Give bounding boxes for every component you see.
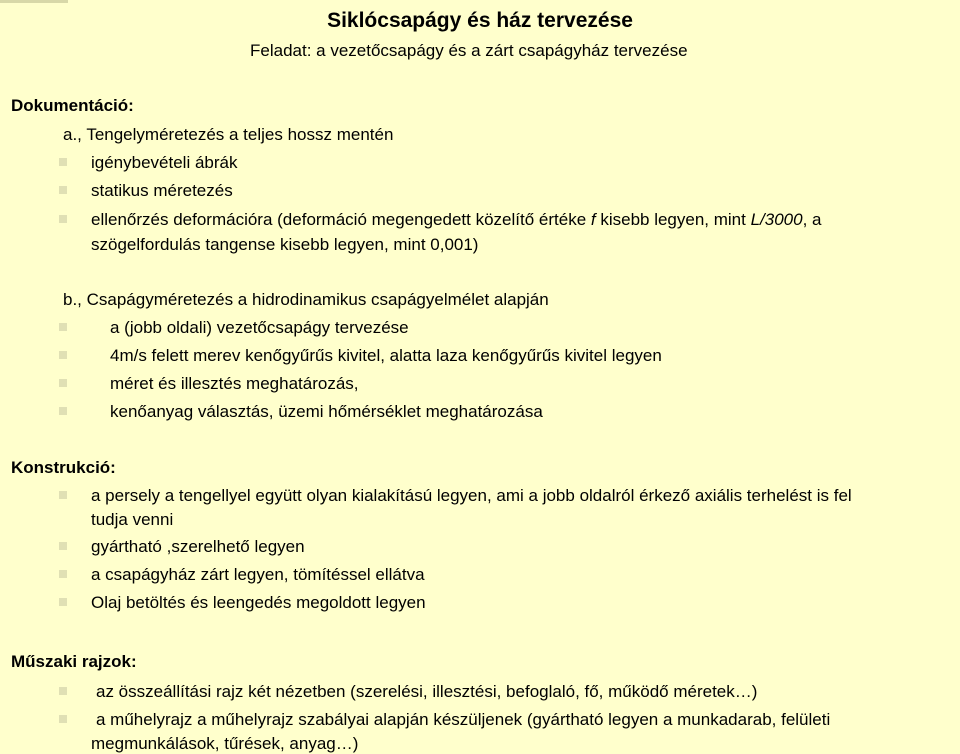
documentation-heading: Dokumentáció: [11,96,134,115]
part-b-item: kenőanyag választás, üzemi hőmérséklet meghatározása [110,402,543,421]
bullet-icon [59,715,67,723]
deformation-item-line2: szögelfordulás tangense kisebb legyen, mint 0,001) [91,235,479,254]
part-b-item: 4m/s felett merev kenőgyűrűs kivitel, alatta laza kenőgyűrűs kivitel legyen [110,346,662,365]
part-a-label: a., Tengelyméretezés a teljes hossz mentén [63,125,394,144]
deformation-item [91,210,821,230]
drawings-item-line2: megmunkálások, tűrések, anyag…) [91,734,359,753]
part-b-label: b., Csapágyméretezés a hidrodinamikus csapágyelmélet alapján [63,290,549,309]
bullet-icon [59,215,67,223]
construction-item-line2: tudja venni [91,510,174,529]
deformation-f: f [590,210,596,229]
part-a-item: statikus méretezés [91,181,233,200]
drawings-item: a műhelyrajz a műhelyrajz szabályai alapján készüljenek (gyártható legyen a munkadarab, felületi [96,710,831,729]
drawings-heading: Műszaki rajzok: [11,652,137,671]
bullet-icon [59,158,67,166]
construction-item: a persely a tengellyel együtt olyan kialakítású legyen, ami a jobb oldalról érkező axiális terhelést is fel [91,486,852,505]
part-b-item: a (jobb oldali) vezetőcsapágy tervezése [110,318,409,337]
deformation-text-3: , a [802,210,822,229]
deformation-limit: L/3000 [750,210,803,229]
bullet-icon [59,570,67,578]
page-title: Siklócsapágy és ház tervezése [327,9,633,32]
construction-heading: Konstrukció: [11,458,116,477]
bullet-icon [59,687,67,695]
bullet-icon [59,491,67,499]
deformation-text-2: kisebb legyen, mint [595,210,751,229]
construction-item: Olaj betöltés és leengedés megoldott legyen [91,593,426,612]
bullet-icon [59,186,67,194]
construction-item: gyártható ,szerelhető legyen [91,537,305,556]
bullet-icon [59,598,67,606]
bullet-icon [59,542,67,550]
page-subtitle: Feladat: a vezetőcsapágy és a zárt csapágyház tervezése [250,41,688,60]
bullet-icon [59,379,67,387]
part-a-item: igénybevételi ábrák [91,153,238,172]
bullet-icon [59,351,67,359]
corner-mark [0,0,68,3]
deformation-text-1: ellenőrzés deformációra (deformáció megengedett közelítő értéke [91,210,591,229]
bullet-icon [59,323,67,331]
construction-item: a csapágyház zárt legyen, tömítéssel ellátva [91,565,425,584]
drawings-item: az összeállítási rajz két nézetben (szerelési, illesztési, befoglaló, fő, működő méretek…) [96,682,758,701]
bullet-icon [59,407,67,415]
part-b-item: méret és illesztés meghatározás, [110,374,359,393]
